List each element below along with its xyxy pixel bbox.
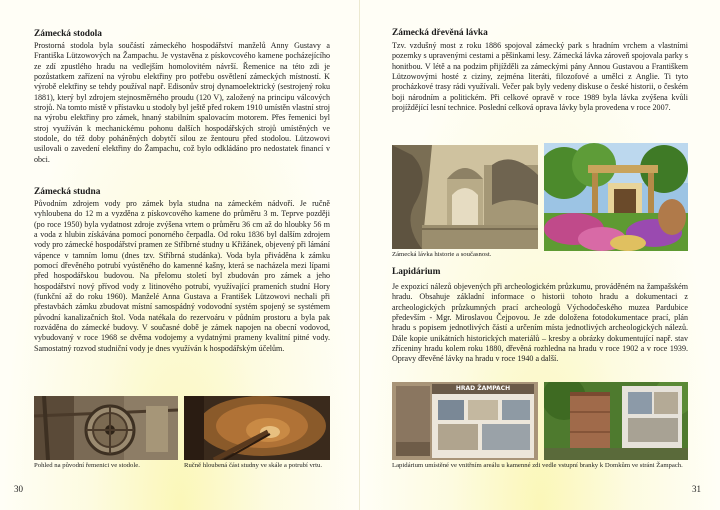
page-number: 31 (692, 484, 701, 494)
section-title-lapidarium: Lapidárium (392, 267, 441, 277)
photo-caption: Pohled na původní řemenici ve stodole. (34, 462, 140, 469)
wooden-pulley-photo (34, 396, 178, 460)
well-shaft-photo (184, 396, 330, 460)
section-body-lavka: Tzv. vzdušný most z roku 1886 spojoval zámecký park s hradním vrchem a vlastními pozemky s upravenými cestami a pěšinkami lesy. Zámecká lávka zároveň spojovala parky s honitbou. V létě a na podzim přijížděli za zámeckými pány Annou Gustavou a Františkem Lützowovými hosté z ciziny, zejména literáti, filozofové a umělci z Anglie. Ti tyto procházkové trasy rádi využívali. Večer pak byly vedeny diskuse o české historii, o českém boji národním a politickém. Při celkové opravě v roce 1989 byla lávka zvýšena kvůli projíždějící lesní technice. Poslední celková oprava lávky byla provedena v roce 2007. (392, 41, 688, 113)
garden-footbridge-photo (544, 143, 688, 251)
section-body-stodola: Prostorná stodola byla součástí zámeckého hospodářství manželů Anny Gustavy a Františka Lützowových na Žampachu. Je vystavěna z pískovcového kamene pocházejícího ze zdí zpustlého hradu na vedlejším homolovitém návrší. Řemenice na této zdi je pozůstatkem zařízení na výrobu elektřiny pro potřebu osvětlení zámeckých místností. K výrobě elektřiny se tehdy používal např. Edisonův stroj dynamoelektrický (sestrojený roku 1881), který byl zdrojem stejnosměrného proudu (120 V), založený na principu válcových strojů. Na tomto místě v přístavku u stodoly byl ještě před rokem 1910 umístěn vlastní stroj na výrobu elektřiny pro zámek, hnaný stabilním spalovacím motorem. Přes řemenici byl stroj využíván k mechanickému pohonu dalších hospodářských strojů umístěných ve stodole, do též doby poháněných dobytčí silou ze žentouru před stodolou. Lützowovi usilovali o zavedení elektřiny do Žampachu, což bylo odkládáno pro nedostatek financí v obci. (34, 41, 330, 164)
photo-caption: Zámecká lávka historie a současnost. (392, 251, 492, 258)
photo-caption: Lapidárium umístěné ve vnitřním areálu u kamenné zdi vedle vstupní branky k Domkům ve stráni Žampach. (392, 462, 683, 469)
section-body-lapidarium: Je expozicí nálezů objevených při archeologickém průzkumu, prováděném na žampašském hradu. Obsahuje základní informace o historii tohoto hradu a dokumentaci z archeologických průzkumných prací archeologů Východočeského muzea Pardubice především - Mgr. Miroslavou Čejpovou. Je zde doložena fotodokumentace prací, plán hradu s popisem jednotlivých částí a určením místa jednotlivých archeologických nálezů. Dále kopie unikátních historických materiálů – kresby a obrázky dokumentující např. stav zříceniny hradu kolem roku 1880, dřevěná rozhledna na hradu v roce 1902 a v roce 1939. Opravy dřevěné lávky na hradu v roce 1940 a další. (392, 282, 688, 364)
stone-wall-photo (544, 382, 688, 460)
exhibit-sign: HRAD ŽAMPACH (455, 385, 511, 392)
section-title-lavka: Zámecká dřevěná lávka (392, 28, 488, 38)
photo-caption: Ručně hloubená část studny ve skále a potrubí vrtu. (184, 462, 322, 469)
section-title-studna: Zámecká studna (34, 187, 101, 197)
historic-footbridge-photo (392, 145, 538, 249)
lapidarium-exhibit-photo (392, 382, 538, 460)
right-page (360, 0, 720, 510)
page-number: 30 (14, 484, 23, 494)
section-body-studna: Původním zdrojem vody pro zámek byla studna na zámeckém nádvoří. Je ručně vyhloubena do 12 m a vyzděna z pískovcového kamene do průměru 3 m. Teprve později (po roce 1950) byla vydatnost zdroje zvýšena vrtem o průměru 36 cm až do hloubky 56 m a voda z hlubin získávána pomocí ponorného čerpadla. Od roku 1836 byl dalším zdrojem vody pro zámecké hospodářství pramen ze Stříbrné studny u Křižánek, objevený při lámání vápence v tamním lomu (dnes tzv. Stříbrná studánka). Voda byla přiváděna k zámku pomocí dřevěného potrubí vyústěného do kamenné kašny, která se nacházela mezi lípami před hospodářskou budovou. Na přelomu století byl zbudován pro zámek a jeho hospodářství nový přívod vody z litinového potrubí, využívající prameních studní Hory (funkční až do roku 1960). Manželé Anna Gustava a František Lützowovi nechali při přestavbách zámku zbudovat místní samospádný vodovodní systém spojený se systémem původní kanalizačních štol. Voda natékala do rezervoáru v půdním prostoru a byla pak rozváděna do zámecké budovy. V současné době je zámek napojen na obecní vodovod, vybudovaný v roce 1968 se dvěma vodojemy a vydatnými prameny kvalitní pitné vody. Samostatný rozvod studniční vody je dnes využíván k hospodářským účelům. (34, 199, 330, 353)
section-title-stodola: Zámecká stodola (34, 29, 102, 39)
